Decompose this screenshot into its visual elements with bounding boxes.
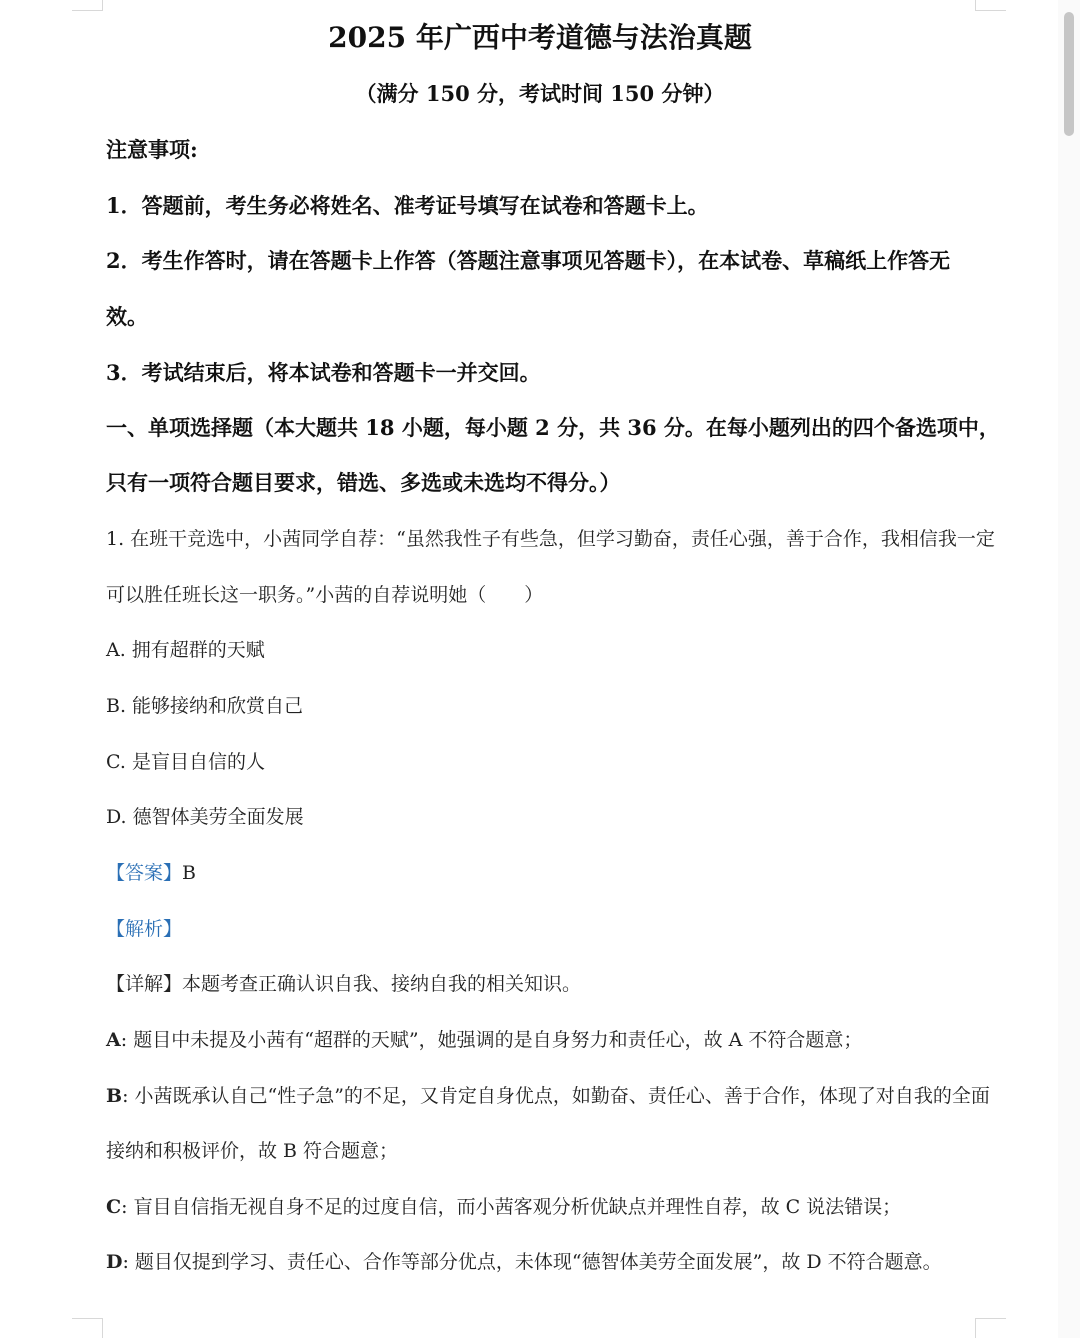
explanation-c	[106, 1194, 901, 1220]
explanation-label: D	[106, 1251, 123, 1273]
crop-mark-bottom-left	[72, 1318, 103, 1338]
crop-mark-bottom-right	[975, 1318, 1006, 1338]
option-a: A. 拥有超群的天赋	[106, 639, 265, 661]
answer-line	[106, 860, 196, 886]
notice-item-continuation: 效。	[106, 304, 148, 329]
scrollbar-thumb[interactable]	[1064, 12, 1074, 136]
analysis-tag: 【解析】	[106, 918, 183, 940]
notice-heading: 注意事项:	[106, 137, 198, 162]
crop-mark-top-left	[72, 0, 103, 11]
explanation-text: : 小茜既承认自己“性子急”的不足，又肯定自身优点，如勤奋、责任心、善于合作，体现了对自我的全面	[122, 1085, 990, 1107]
explanation-text: : 题目中未提及小茜有“超群的天赋”，她强调的是自身努力和责任心，故 A 不符合题意；	[120, 1029, 863, 1051]
explanation-label: B	[106, 1085, 123, 1107]
option-c: C. 是盲目自信的人	[106, 751, 265, 773]
explanation-label: A	[106, 1029, 121, 1051]
answer-value: B	[182, 862, 196, 884]
question-stem: 1. 在班干竞选中，小茜同学自荐：“虽然我性子有些急，但学习勤奋，责任心强，善于合作，我相信我一定	[106, 528, 995, 550]
page-subtitle: （满分 150 分，考试时间 150 分钟）	[355, 81, 725, 106]
crop-mark-top-right	[975, 0, 1006, 11]
scrollbar-track[interactable]	[1058, 0, 1080, 1338]
question-stem-continuation: 可以胜任班长这一职务。”小茜的自荐说明她（ ）	[106, 584, 544, 606]
explanation-text: : 盲目自信指无视自身不足的过度自信，而小茜客观分析优缺点并理性自荐，故 C 说法错误；	[121, 1196, 902, 1218]
section-heading-continuation: 只有一项符合题目要求，错选、多选或未选均不得分。）	[106, 470, 621, 495]
notice-item: 1．答题前，考生务必将姓名、准考证号填写在试卷和答题卡上。	[106, 193, 709, 218]
explanation-b	[106, 1083, 990, 1109]
notice-item: 3．考试结束后，将本试卷和答题卡一并交回。	[106, 360, 541, 385]
answer-tag: 【答案】	[106, 862, 183, 884]
notice-item: 2．考生作答时，请在答题卡上作答（答题注意事项见答题卡），在本试卷、草稿纸上作答无	[106, 248, 951, 273]
explanation-a	[106, 1027, 862, 1053]
explanation-label: C	[106, 1196, 122, 1218]
option-b: B. 能够接纳和欣赏自己	[106, 695, 304, 717]
page-title: 2025 年广西中考道德与法治真题	[328, 21, 752, 54]
explanation-text: : 题目仅提到学习、责任心、合作等部分优点，未体现“德智体美劳全面发展”，故 D 不符合题意。	[122, 1251, 942, 1273]
explanation-d	[106, 1249, 942, 1275]
section-heading: 一、单项选择题（本大题共 18 小题，每小题 2 分，共 36 分。在每小题列出的四个备选项中，	[106, 415, 1000, 440]
explanation-b-continuation: 接纳和积极评价，故 B 符合题意；	[106, 1140, 399, 1162]
option-d: D. 德智体美劳全面发展	[106, 806, 304, 828]
detail-line: 【详解】本题考查正确认识自我、接纳自我的相关知识。	[106, 973, 582, 995]
